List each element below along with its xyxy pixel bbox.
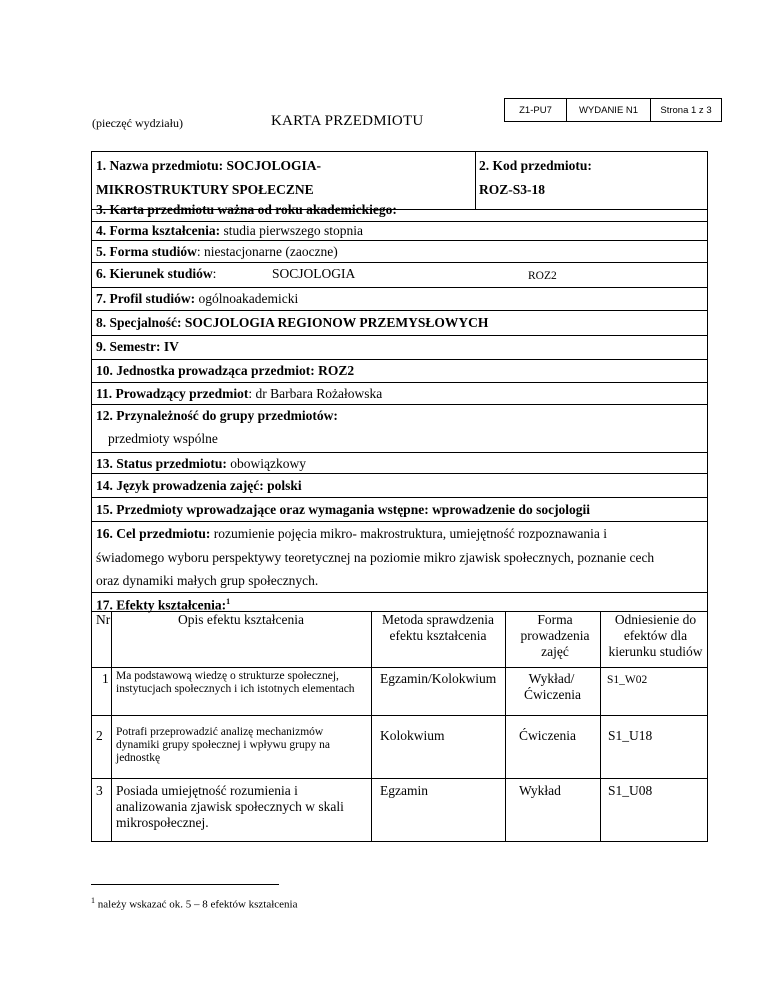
page-title: KARTA PRZEDMIOTU xyxy=(271,113,424,129)
row-divider xyxy=(91,310,708,311)
education-form-label: 4. Forma kształcenia: xyxy=(96,223,221,238)
row-divider xyxy=(91,497,708,498)
course-status-value: obowiązkowy xyxy=(230,456,306,471)
table-row-method: Kolokwium xyxy=(380,728,445,743)
lecturer-value: : dr Barbara Rożałowska xyxy=(248,386,383,401)
study-profile-label: 7. Profil studiów: xyxy=(96,291,196,306)
course-status-row xyxy=(96,456,306,472)
course-name-label: 1. Nazwa przedmiotu: SOCJOLOGIA- xyxy=(96,158,321,173)
semester: 9. Semestr: IV xyxy=(96,339,179,354)
column-divider xyxy=(475,151,476,209)
study-form-label: 5. Forma studiów xyxy=(96,244,197,259)
course-goal-line-2: świadomego wyboru perspektywy teoretycznej na poziomie mikro zjawisk społecznych, poznanie cech xyxy=(96,550,655,565)
footnote-separator xyxy=(91,884,279,885)
course-goal-line-3: oraz dynamiki małych grup społecznych. xyxy=(96,573,319,588)
footnote xyxy=(91,896,298,911)
course-goal-text-1: rozumienie pojęcia mikro- makrostruktura, umiejętność rozpoznawania i xyxy=(213,526,607,541)
row-divider xyxy=(91,667,708,668)
field-of-study-code: ROZ2 xyxy=(528,270,557,282)
row-divider xyxy=(91,778,708,779)
learning-outcomes-label: 17. Efekty kształcenia: xyxy=(96,597,227,613)
table-row-method: Egzamin/Kolokwium xyxy=(380,671,497,686)
table-row-method: Egzamin xyxy=(380,783,428,798)
row-divider xyxy=(91,359,708,360)
course-goal-line-1 xyxy=(96,526,607,542)
lecturer-label: 11. Prowadzący przedmiot xyxy=(96,386,249,401)
row-divider xyxy=(91,452,708,453)
header-form: Forma prowadzenia zajęć xyxy=(520,612,590,659)
table-row-reference: S1_U18 xyxy=(608,728,653,743)
row-divider xyxy=(91,262,708,263)
row-divider xyxy=(91,382,708,383)
table-row-nr: 3 xyxy=(96,783,103,798)
page-number: Strona 1 z 3 xyxy=(660,104,712,116)
study-profile-row xyxy=(96,291,298,307)
education-form-row xyxy=(96,223,363,239)
academic-year-label: 3. Karta przedmiotu ważna od roku akademickiego: xyxy=(96,202,397,217)
header-reference: Odniesienie do efektów dla kierunku studiów xyxy=(608,612,703,659)
table-row-form: Ćwiczenia xyxy=(519,728,576,743)
column-divider xyxy=(505,611,506,842)
course-code-value: ROZ-S3-18 xyxy=(479,182,546,197)
table-row-description: Potrafi przeprowadzić analizę mechanizmów dynamiki grupy społecznej i wpływu grupy na jednostkę xyxy=(116,726,330,764)
course-goal-label: 16. Cel przedmiotu: xyxy=(96,526,211,541)
field-of-study-colon: : xyxy=(212,266,217,281)
column-divider xyxy=(600,611,601,842)
lecturer-row xyxy=(96,386,382,402)
teaching-unit: 10. Jednostka prowadząca przedmiot: ROZ2 xyxy=(96,363,355,378)
column-divider xyxy=(371,611,372,842)
row-divider xyxy=(91,287,708,288)
footnote-reference: 1 xyxy=(226,597,231,606)
field-of-study-label: 6. Kierunek studiów xyxy=(96,266,213,281)
table-row-description: Posiada umiejętność rozumienia i analizowania zjawisk społecznych w skali mikrospołecznej. xyxy=(116,783,344,830)
header-description: Opis efektu kształcenia xyxy=(178,612,304,627)
row-divider xyxy=(91,521,708,522)
table-row-nr: 1 xyxy=(102,671,109,686)
education-form-value: studia pierwszego stopnia xyxy=(223,223,363,238)
table-row-form: Wykład/ Ćwiczenia xyxy=(524,671,581,702)
table-row-form: Wykład xyxy=(519,783,561,798)
document-header-box xyxy=(504,98,722,122)
row-divider xyxy=(91,715,708,716)
header-nr: Nr xyxy=(96,612,111,627)
column-divider xyxy=(111,611,112,842)
study-profile-value: ogólnoakademicki xyxy=(198,291,299,306)
row-divider xyxy=(91,240,708,241)
learning-outcomes-label-row xyxy=(96,594,230,614)
row-divider xyxy=(91,592,708,593)
row-divider xyxy=(91,473,708,474)
language: 14. Język prowadzenia zajęć: polski xyxy=(96,478,302,493)
row-divider xyxy=(91,404,708,405)
course-name-continued: MIKROSTRUKTURY SPOŁECZNE xyxy=(96,182,314,197)
study-form-value: : niestacjonarne (zaoczne) xyxy=(196,244,338,259)
course-group-value: przedmioty wspólne xyxy=(108,431,218,446)
row-divider xyxy=(91,221,708,222)
row-divider xyxy=(91,335,708,336)
study-form-row xyxy=(96,244,338,260)
document-edition: WYDANIE N1 xyxy=(567,99,651,121)
course-group-label: 12. Przynależność do grupy przedmiotów: xyxy=(96,408,338,423)
table-row-description: Ma podstawową wiedzę o strukturze społecznej, instytucjach społecznych i ich istotnych elementach xyxy=(116,670,355,695)
table-row-nr: 2 xyxy=(96,728,103,743)
faculty-stamp-label: (pieczęć wydziału) xyxy=(92,116,183,130)
footnote-mark: 1 xyxy=(91,896,95,905)
footnote-text: należy wskazać ok. 5 – 8 efektów kształcenia xyxy=(97,898,298,911)
header-method: Metoda sprawdzenia efektu kształcenia xyxy=(381,612,495,643)
table-row-reference: S1_U08 xyxy=(608,783,653,798)
field-of-study-row xyxy=(96,266,216,282)
table-row-reference: S1_W02 xyxy=(607,674,648,686)
field-of-study-value: SOCJOLOGIA xyxy=(272,266,356,281)
course-status-label: 13. Status przedmiotu: xyxy=(96,456,227,471)
specialization: 8. Specjalność: SOCJOLOGIA REGIONOW PRZEMYSŁOWYCH xyxy=(96,315,489,330)
prerequisites: 15. Przedmioty wprowadzające oraz wymagania wstępne: wprowadzenie do socjologii xyxy=(96,502,591,517)
document-code: Z1-PU7 xyxy=(505,99,567,121)
course-code-label: 2. Kod przedmiotu: xyxy=(479,158,592,173)
